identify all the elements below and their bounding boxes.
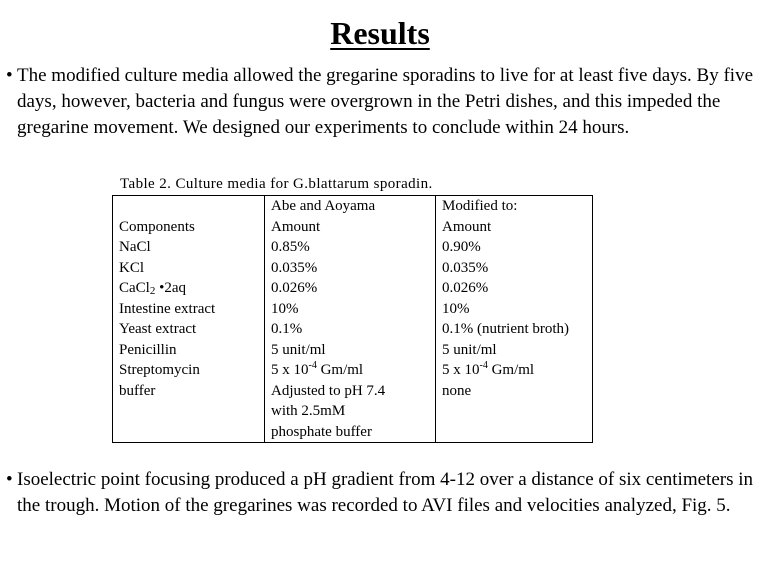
table-cell: Abe and Aoyama xyxy=(265,196,436,217)
table-cell: Modified to: xyxy=(436,196,593,217)
table-header-row xyxy=(113,217,593,238)
table-row xyxy=(113,299,593,320)
table-cell xyxy=(265,360,436,381)
table-row xyxy=(113,319,593,340)
culture-media-table xyxy=(112,195,593,443)
table-cell: Intestine extract xyxy=(113,299,265,320)
table-row xyxy=(113,278,593,299)
buffer-line: Adjusted to pH 7.4 xyxy=(271,382,386,399)
page-title: Results xyxy=(330,15,430,51)
table-cell xyxy=(113,278,265,299)
strep-exponent: -4 xyxy=(308,360,317,371)
table-cell: 0.1% (nutrient broth) xyxy=(436,319,593,340)
cacl2-suffix: •2aq xyxy=(155,280,187,296)
table-header-row xyxy=(113,196,593,217)
strep-unit: Gm/ml xyxy=(487,362,535,378)
cacl2-subscript: 2 xyxy=(149,285,156,297)
table-cell: none xyxy=(436,381,593,443)
table-cell: 0.026% xyxy=(265,278,436,299)
table-cell: Components xyxy=(113,217,265,238)
table-cell: 0.035% xyxy=(436,258,593,279)
table-cell: 5 unit/ml xyxy=(436,340,593,361)
table-cell: Amount xyxy=(436,217,593,238)
bullet-text: The modified culture media allowed the gregarine sporadins to live for at least five days. By five days, however, bacteria and fungus were overgrown in the Petri dishes, and this impeded the gregarine movement. We designed our experiments to conclude within 24 hours. xyxy=(17,65,754,138)
table-cell: 10% xyxy=(436,299,593,320)
table-cell: Amount xyxy=(265,217,436,238)
table-cell: 0.85% xyxy=(265,237,436,258)
strep-unit: Gm/ml xyxy=(316,362,364,378)
table-row xyxy=(113,258,593,279)
table-cell: 0.026% xyxy=(436,278,593,299)
table-cell xyxy=(265,381,436,443)
buffer-line: phosphate buffer xyxy=(271,423,372,440)
bullet-text: Isoelectric point focusing produced a pH gradient from 4-12 over a distance of six centimeters in the trough. Motion of the gregarines was recorded to AVI files and velocities analyzed, Fig. 5. xyxy=(17,469,754,516)
strep-base: 5 x 10 xyxy=(271,362,309,378)
table-cell: KCl xyxy=(113,258,265,279)
bullet-marker: • xyxy=(6,65,13,86)
table-row xyxy=(113,237,593,258)
table-row xyxy=(113,340,593,361)
table-row xyxy=(113,381,593,443)
bullet-marker: • xyxy=(6,469,13,490)
table-cell: NaCl xyxy=(113,237,265,258)
strep-exponent: -4 xyxy=(479,360,488,371)
table-cell: Streptomycin xyxy=(113,360,265,381)
table-cell: 0.035% xyxy=(265,258,436,279)
table-cell: 5 unit/ml xyxy=(265,340,436,361)
cacl2-formula: CaCl xyxy=(119,280,150,296)
buffer-line: with 2.5mM xyxy=(271,403,346,419)
table-cell xyxy=(113,196,265,217)
table-cell: Yeast extract xyxy=(113,319,265,340)
bullet-paragraph-isoelectric xyxy=(6,467,758,519)
strep-base: 5 x 10 xyxy=(442,362,480,378)
table-caption: Table 2. Culture media for G.blattarum sporadin. xyxy=(120,176,433,192)
table-cell: 0.90% xyxy=(436,237,593,258)
table-cell: buffer xyxy=(113,381,265,443)
table-row xyxy=(113,360,593,381)
table-cell xyxy=(436,360,593,381)
table-cell: Penicillin xyxy=(113,340,265,361)
table-cell: 0.1% xyxy=(265,319,436,340)
table-cell: 10% xyxy=(265,299,436,320)
bullet-paragraph-culture-media xyxy=(6,63,758,141)
